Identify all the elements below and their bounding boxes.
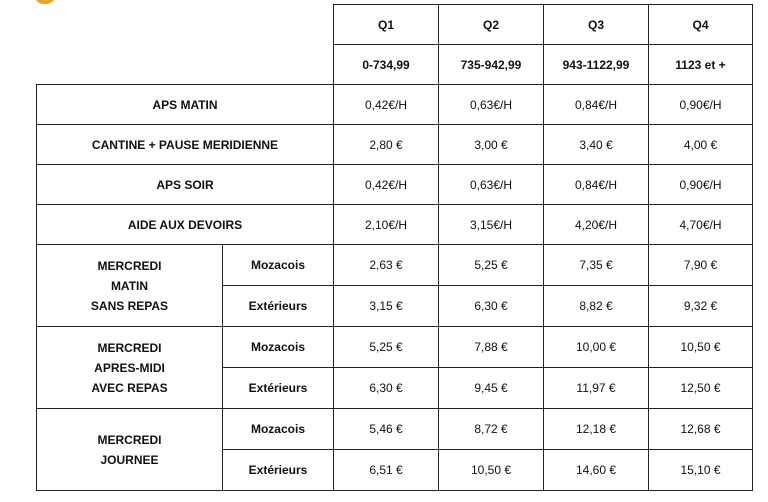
price-cell: 15,10 € [649,450,753,491]
group-label: Extérieurs [223,368,334,409]
service-row [37,125,753,165]
price-cell: 11,97 € [544,368,649,409]
group-label: Mozacois [223,327,334,368]
group-label: Extérieurs [223,450,334,491]
wednesday-service-label [37,327,223,409]
price-cell: 2,63 € [334,245,439,286]
price-cell: 4,20€/H [544,205,649,245]
quartile-label: Q2 [439,5,544,45]
service-row [37,85,753,125]
label-line: APRES-MIDI [94,360,165,375]
price-cell: 10,50 € [439,450,544,491]
group-label: Extérieurs [223,286,334,327]
label-line: MATIN [110,278,149,293]
service-name: APS MATIN [37,85,334,125]
service-row [37,205,753,245]
price-cell: 0,63€/H [439,165,544,205]
quartile-range-row [37,45,753,85]
label-line: MERCREDI [97,258,162,273]
label-line: JOURNEE [100,452,159,467]
price-cell: 0,84€/H [544,85,649,125]
price-cell: 2,80 € [334,125,439,165]
quartile-range: 735-942,99 [439,45,544,85]
price-cell: 9,45 € [439,368,544,409]
price-cell: 6,30 € [439,286,544,327]
service-name: APS SOIR [37,165,334,205]
quartile-label: Q3 [544,5,649,45]
quartile-label: Q1 [334,5,439,45]
price-cell: 0,90€/H [649,85,753,125]
price-cell: 7,35 € [544,245,649,286]
service-name: CANTINE + PAUSE MERIDIENNE [37,125,334,165]
service-name: AIDE AUX DEVOIRS [37,205,334,245]
price-cell: 8,72 € [439,409,544,450]
price-cell: 3,00 € [439,125,544,165]
price-cell: 4,00 € [649,125,753,165]
price-cell: 5,46 € [334,409,439,450]
wednesday-row [37,245,753,286]
price-cell: 2,10€/H [334,205,439,245]
quartile-range: 943-1122,99 [544,45,649,85]
price-cell: 10,00 € [544,327,649,368]
price-cell: 0,63€/H [439,85,544,125]
service-row [37,165,753,205]
wednesday-row [37,327,753,368]
quartile-label: Q4 [649,5,753,45]
quartile-label-row [37,5,753,45]
group-label: Mozacois [223,245,334,286]
label-line: MERCREDI [97,432,162,447]
price-cell: 0,42€/H [334,85,439,125]
label-line: MERCREDI [97,340,162,355]
price-cell: 14,60 € [544,450,649,491]
price-cell: 0,42€/H [334,165,439,205]
price-cell: 0,84€/H [544,165,649,205]
price-cell: 6,30 € [334,368,439,409]
label-line: AVEC REPAS [91,380,168,395]
price-cell: 10,50 € [649,327,753,368]
price-cell: 9,32 € [649,286,753,327]
price-cell: 5,25 € [439,245,544,286]
group-label: Mozacois [223,409,334,450]
label-line: SANS REPAS [90,298,169,313]
price-cell: 3,15€/H [439,205,544,245]
price-cell: 5,25 € [334,327,439,368]
price-cell: 7,90 € [649,245,753,286]
quartile-range: 1123 et + [649,45,753,85]
wednesday-row [37,409,753,450]
tariff-table [36,4,753,491]
price-cell: 7,88 € [439,327,544,368]
price-cell: 8,82 € [544,286,649,327]
price-cell: 0,90€/H [649,165,753,205]
price-cell: 4,70€/H [649,205,753,245]
price-cell: 6,51 € [334,450,439,491]
price-cell: 12,18 € [544,409,649,450]
price-cell: 12,68 € [649,409,753,450]
wednesday-service-label [37,409,223,491]
wednesday-service-label [37,245,223,327]
price-cell: 3,15 € [334,286,439,327]
quartile-range: 0-734,99 [334,45,439,85]
price-cell: 12,50 € [649,368,753,409]
header-blank [37,5,334,45]
header-blank [37,45,334,85]
price-cell: 3,40 € [544,125,649,165]
